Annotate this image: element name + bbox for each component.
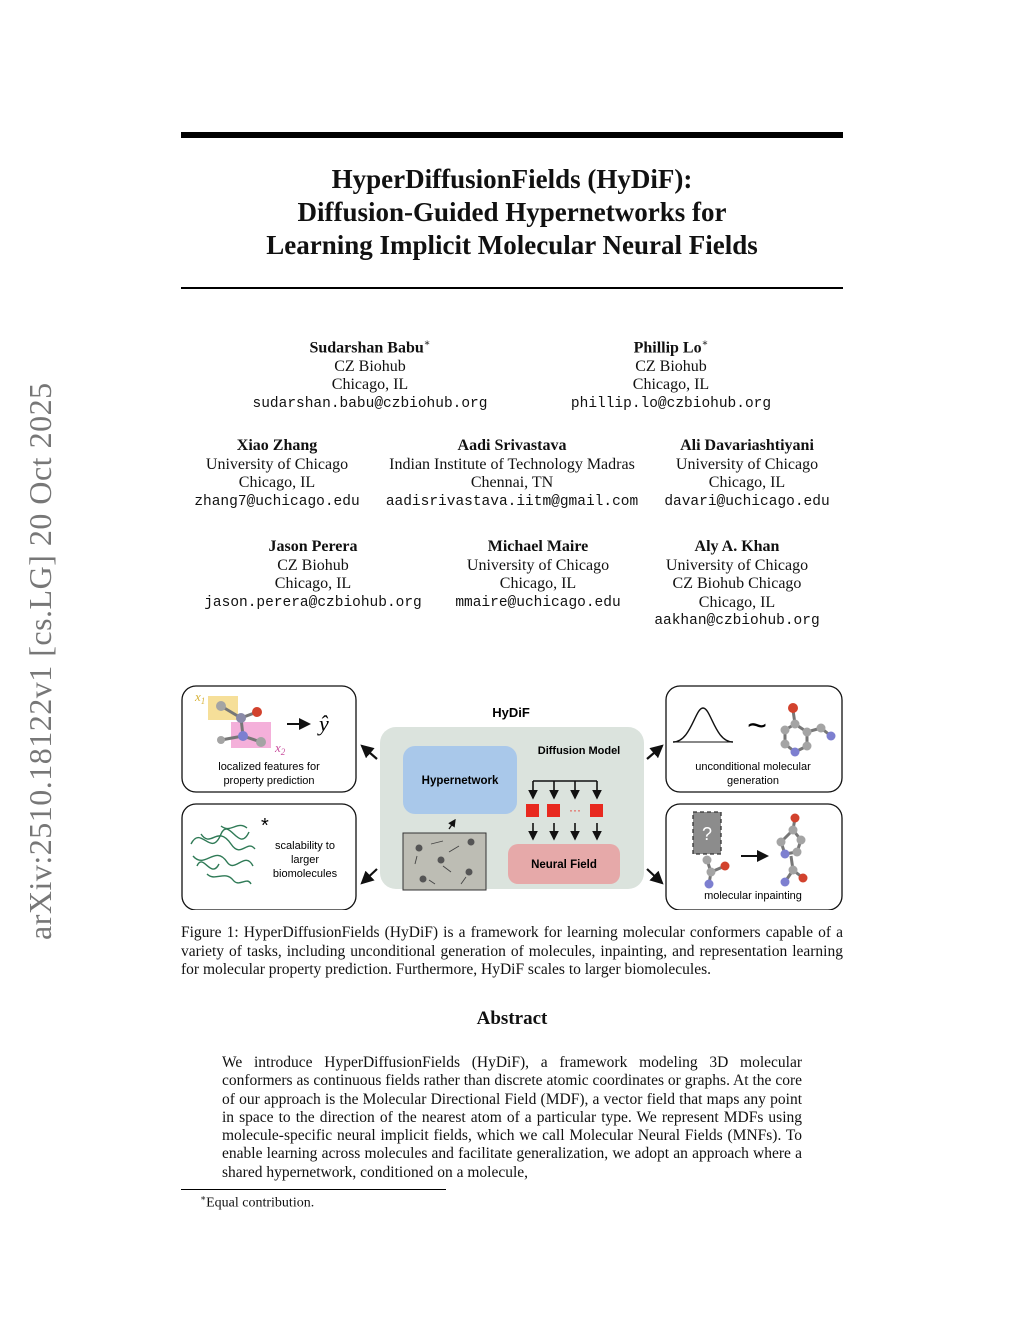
panel-inpainting	[666, 804, 842, 910]
square	[547, 804, 560, 817]
footnote-mark: ∗	[200, 1193, 207, 1203]
author-email[interactable]: zhang7@uchicago.edu	[194, 493, 360, 510]
vector-field-box	[403, 833, 486, 890]
abstract-heading: Abstract	[476, 1008, 548, 1029]
author-name: Phillip Lo	[633, 339, 702, 357]
ellipsis-label: ···	[569, 803, 581, 817]
arrow-bl-icon	[362, 869, 377, 883]
author-email[interactable]: davari@uchicago.edu	[664, 493, 830, 510]
author-location: Chicago, IL	[698, 593, 776, 611]
asterisk-label: *	[261, 815, 269, 837]
author-name: Jason Perera	[268, 538, 358, 555]
footnote	[200, 1193, 314, 1212]
panel-label: unconditional molecular	[695, 761, 811, 773]
author-block: Phillip Lo∗ CZ Biohub Chicago, IL phillip.lo@czbiohub.org	[541, 335, 801, 413]
yhat-label: ŷ	[319, 711, 329, 736]
author-affiliation: University of Chicago	[466, 556, 610, 574]
title-line-1: HyperDiffusionFields (HyDiF):	[331, 164, 693, 194]
author-name: Sudarshan Babu	[309, 339, 424, 357]
author-affiliation: University of Chicago	[205, 455, 349, 473]
author-location: Chicago, IL	[632, 376, 710, 394]
author-block	[198, 538, 428, 612]
square	[590, 804, 603, 817]
author-email[interactable]: jason.perera@czbiohub.org	[204, 594, 422, 611]
author-location: Chicago, IL	[274, 575, 352, 592]
x2-label: $x_2$	[275, 740, 286, 757]
author-affiliation: University of Chicago	[665, 556, 809, 574]
neural-field-label: Neural Field	[531, 859, 597, 871]
author-name: Ali Davariashtiyani	[680, 437, 814, 454]
panel-unconditional-generation	[666, 686, 842, 792]
diffusion-model-label: Diffusion Model	[537, 745, 621, 757]
paper-title	[181, 163, 843, 262]
square	[526, 804, 539, 817]
panel-label: property prediction	[223, 775, 315, 787]
author-location: Chicago, IL	[708, 474, 786, 491]
author-location: Chennai, TN	[470, 474, 554, 491]
author-email[interactable]: aadisrivastava.iitm@gmail.com	[385, 493, 639, 510]
author-affiliation-2: CZ Biohub Chicago	[672, 575, 802, 592]
panel-label: biomolecules	[272, 868, 338, 880]
author-name: Aadi Srivastava	[457, 437, 567, 454]
panel-label: localized features for	[218, 761, 320, 773]
footnote-rule	[181, 1189, 446, 1190]
author-block	[652, 437, 842, 511]
panel-label: molecular inpainting	[704, 890, 802, 902]
author-affiliation: CZ Biohub	[277, 556, 349, 574]
panel-label: generation	[727, 775, 779, 787]
author-block: Sudarshan Babu∗ CZ Biohub Chicago, IL sudarshan.babu@czbiohub.org	[240, 335, 500, 413]
hydif-title: HyDiF	[492, 705, 530, 720]
arrow-br-icon	[647, 869, 662, 883]
title-line-2: Diffusion-Guided Hypernetworks for	[297, 197, 727, 227]
author-email[interactable]: mmaire@uchicago.edu	[455, 594, 621, 611]
title-line-3: Learning Implicit Molecular Neural Fields	[266, 230, 758, 260]
author-block	[377, 437, 647, 511]
author-affiliation: CZ Biohub	[635, 357, 707, 375]
author-location: Chicago, IL	[499, 575, 577, 592]
arrow-tr-icon	[647, 746, 662, 759]
author-email[interactable]: aakhan@czbiohub.org	[654, 613, 820, 629]
figure-caption: Figure 1: HyperDiffusionFields (HyDiF) is a framework for learning molecular conformers capable of a variety of tasks, including unconditional generation of molecules, inpainting, and representation learning for molecular property prediction. Furthermore, HyDiF scales to larger biomolecules.	[181, 924, 843, 978]
question-mark: ?	[701, 824, 713, 844]
figure-1	[181, 684, 843, 910]
author-block	[438, 538, 638, 612]
author-email[interactable]: phillip.lo@czbiohub.org	[570, 395, 772, 412]
hypernetwork-label: Hypernetwork	[421, 775, 499, 787]
panel-scalability	[182, 804, 356, 910]
author-name: Aly A. Khan	[694, 538, 780, 555]
abstract-text: We introduce HyperDiffusionFields (HyDiF), a framework modeling 3D molecular conformers as continuous fields rather than discrete atomic coordinates or graphs. At the core of our approach is the Molecular Directional Field (MDF), a vector field that maps any point in space to the direction of the nearest atom of a particular type. We represent MDFs using molecule-specific neural implicit fields, which we call Molecular Neural Fields (MNFs). To enable learning across molecules and facilitate generalization, we adopt an approach where a shared hypernetwork, conditioned on a molecule,	[222, 1054, 802, 1181]
arrow-tl-icon	[362, 746, 377, 759]
hydif-center	[380, 705, 644, 890]
panel-label: larger	[290, 854, 320, 866]
author-location: Chicago, IL	[331, 376, 409, 394]
author-location: Chicago, IL	[238, 474, 316, 491]
arxiv-stamp: arXiv:2510.18122v1 [cs.LG] 20 Oct 2025	[22, 382, 58, 940]
panel-label: scalability to	[275, 840, 335, 852]
title-top-rule	[181, 132, 843, 138]
footnote-text: Equal contribution.	[206, 1195, 315, 1211]
author-name: Michael Maire	[487, 538, 589, 555]
x1-label: $x_1$	[195, 689, 206, 706]
panel-property-prediction	[182, 686, 356, 792]
author-affiliation: University of Chicago	[675, 455, 819, 473]
author-block	[177, 437, 377, 511]
tilde-icon: ~	[747, 707, 767, 745]
title-bottom-rule	[181, 287, 843, 289]
author-affiliation: Indian Institute of Technology Madras	[389, 455, 635, 473]
author-email[interactable]: sudarshan.babu@czbiohub.org	[252, 395, 488, 412]
author-affiliation: CZ Biohub	[334, 357, 406, 375]
author-name: Xiao Zhang	[236, 437, 318, 454]
author-block	[642, 538, 832, 631]
